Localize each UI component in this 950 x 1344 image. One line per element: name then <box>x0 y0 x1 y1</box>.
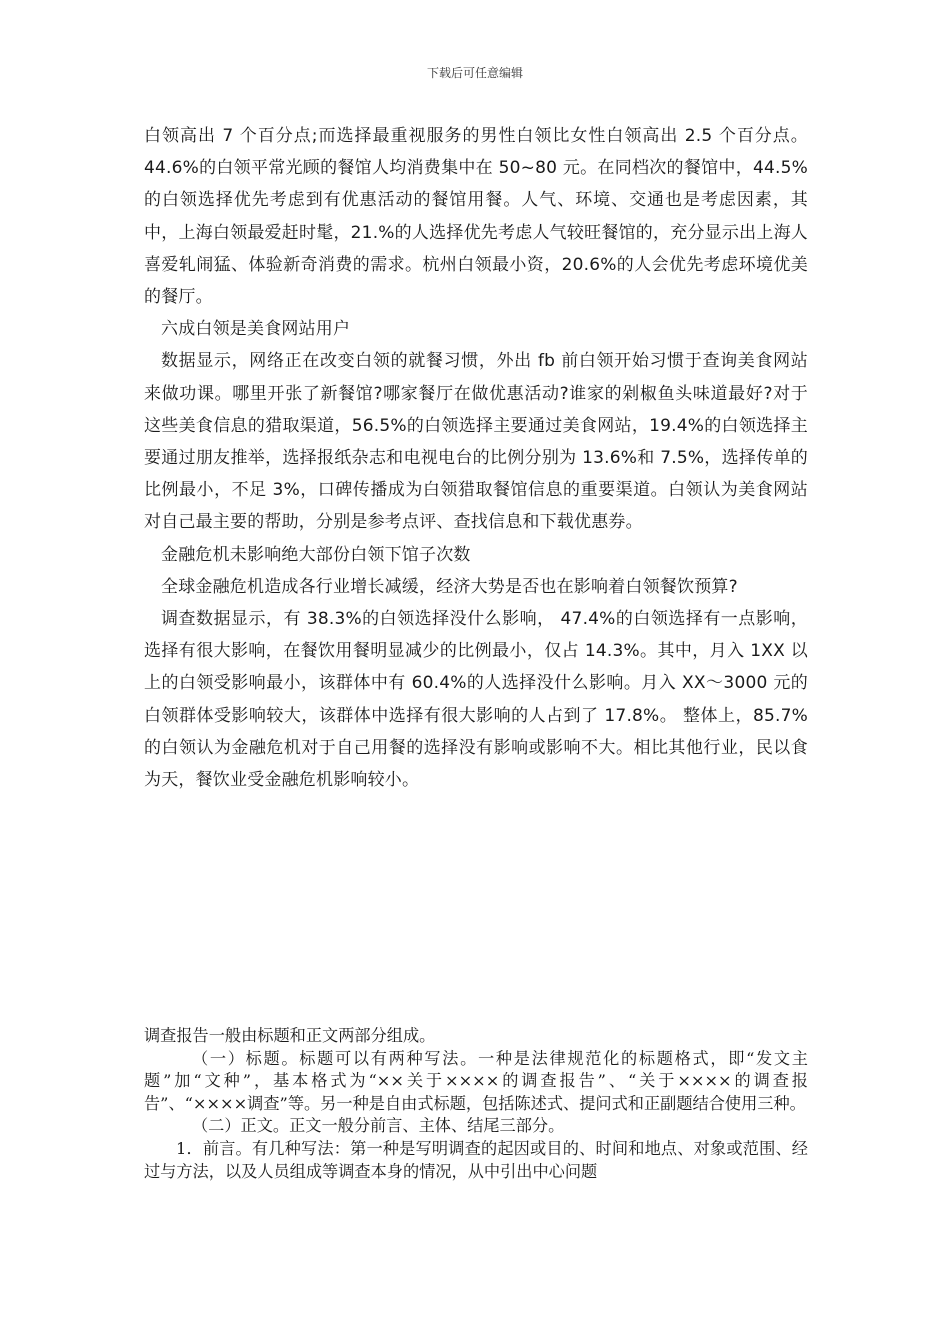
article-body <box>144 120 808 796</box>
report-preface: 1．前言。有几种写法：第一种是写明调查的起因或目的、时间和地点、对象或范围、经过与方法，以及人员组成等调查本身的情况，从中引出中心问题 <box>144 1138 808 1181</box>
paragraph-dining-preferences: 白领高出 7 个百分点;而选择最重视服务的男性白领比女性白领高出 2.5 个百分点。 44.6%的白领平常光顾的餐馆人均消费集中在 50~80 元。在同档次的餐馆中，44.5%的白领选择优先考虑到有优惠活动的餐馆用餐。人气、环境、交通也是考虑因素，其中，上海白领最爱赶时髦，21.%的人选择优先考虑人气较旺餐馆的，充分显示出上海人喜爱轧闹猛、体验新奇消费的需求。杭州白领最小资，20.6%的人会优先考虑环境优美的餐厅。 <box>144 126 808 308</box>
report-body-section: （二）正文。正文一般分前言、主体、结尾三部分。 <box>192 1116 565 1136</box>
report-guide <box>144 1025 808 1183</box>
report-title-section: （一）标题。标题可以有两种写法。一种是法律规范化的标题格式，即“发文主题”加“文种”，基本格式为“××关于××××的调查报告”、“关于××××的调查报告”、“××××调查”等。另一种是自由式标题，包括陈述式、提问式和正副题结合使用三种。 <box>144 1048 808 1113</box>
paragraph-food-websites: 数据显示，网络正在改变白领的就餐习惯，外出 fb 前白领开始习惯于查询美食网站来做功课。哪里开张了新餐馆?哪家餐厅在做优惠活动?谁家的剁椒鱼头味道最好?对于这些美食信息的猎取渠道，56.5%的白领选择主要通过美食网站，19.4%的白领选择主要通过朋友推举，选择报纸杂志和电视电台的比例分别为 13.6%和 7.5%，选择传单的比例最小，不足 3%，口碑传播成为白领猎取餐馆信息的重要渠道。白领认为美食网站对自己最主要的帮助，分别是参考点评、查找信息和下载优惠券。 <box>144 351 808 533</box>
paragraph-crisis-question: 全球金融危机造成各行业增长减缓，经济大势是否也在影响着白领餐饮预算? <box>161 576 738 597</box>
paragraph-crisis-data: 调查数据显示，有 38.3%的白领选择没什么影响， 47.4%的白领选择有一点影响，选择有很大影响，在餐饮用餐明显减少的比例最小，仅占 14.3%。其中，月入 1XX 以上的白领受影响最小，该群体中有 60.4%的人选择没什么影响。月入 XX～3000 元的白领群体受影响较大，该群体中选择有很大影响的人占到了 17.8%。 整体上，85.7%的白领认为金融危机对于自己用餐的选择没有影响或影响不大。相比其他行业，民以食为天，餐饮业受金融危机影响较小。 <box>144 609 808 791</box>
report-intro: 调查报告一般由标题和正文两部分组成。 <box>144 1026 436 1045</box>
page-header: 下载后可任意编辑 <box>426 66 523 80</box>
section-heading-food-websites: 六成白领是美食网站用户 <box>161 319 351 340</box>
section-heading-financial-crisis: 金融危机未影响绝大部份白领下馆子次数 <box>161 544 471 565</box>
